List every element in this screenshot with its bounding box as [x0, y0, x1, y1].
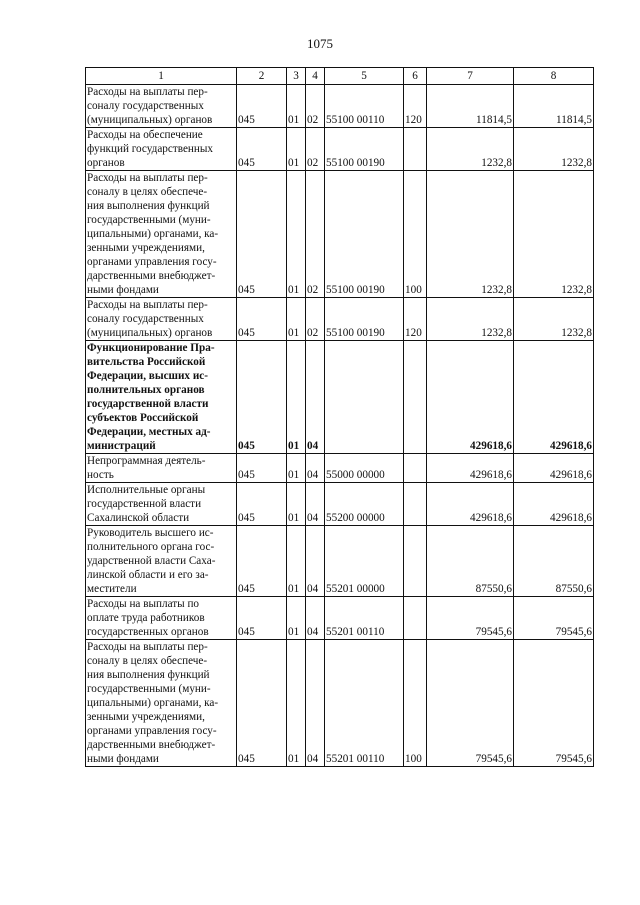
section-code: 01	[287, 483, 306, 526]
subsection-code: 04	[306, 341, 325, 454]
admin-code: 045	[237, 128, 287, 171]
header-row	[86, 68, 594, 85]
subsection-code: 04	[306, 454, 325, 483]
table-row	[86, 454, 594, 483]
section-code: 01	[287, 640, 306, 767]
expense-type-code	[404, 483, 427, 526]
row-name: Функционирование Пра- вительства Российской Федерации, высших ис- полнительных органов государственной власти субъектов Российской Федерации, местных ад- министраций	[86, 341, 237, 454]
table-row	[86, 128, 594, 171]
row-name: Расходы на выплаты по оплате труда работников государственных органов	[86, 597, 237, 640]
amount-total: 429618,6	[514, 341, 594, 454]
budget-table	[85, 67, 594, 767]
amount-plan: 1232,8	[427, 298, 514, 341]
amount-total: 429618,6	[514, 454, 594, 483]
row-name: Непрограммная деятель- ность	[86, 454, 237, 483]
header-cell: 5	[325, 68, 404, 85]
amount-total: 1232,8	[514, 128, 594, 171]
section-code: 01	[287, 597, 306, 640]
amount-total: 11814,5	[514, 85, 594, 128]
expense-type-code	[404, 341, 427, 454]
admin-code: 045	[237, 454, 287, 483]
amount-total: 79545,6	[514, 640, 594, 767]
amount-plan: 87550,6	[427, 526, 514, 597]
expense-type-code: 120	[404, 298, 427, 341]
section-code: 01	[287, 454, 306, 483]
subsection-code: 02	[306, 128, 325, 171]
amount-plan: 11814,5	[427, 85, 514, 128]
target-article-code	[325, 341, 404, 454]
header-cell: 4	[306, 68, 325, 85]
expense-type-code: 100	[404, 171, 427, 298]
subsection-code: 04	[306, 526, 325, 597]
amount-total: 1232,8	[514, 171, 594, 298]
amount-plan: 1232,8	[427, 171, 514, 298]
amount-plan: 79545,6	[427, 597, 514, 640]
amount-total: 429618,6	[514, 483, 594, 526]
table-row	[86, 298, 594, 341]
table-row	[86, 640, 594, 767]
target-article-code: 55100 00190	[325, 171, 404, 298]
admin-code: 045	[237, 640, 287, 767]
header-cell: 1	[86, 68, 237, 85]
amount-plan: 429618,6	[427, 454, 514, 483]
target-article-code: 55100 00190	[325, 298, 404, 341]
amount-plan: 429618,6	[427, 341, 514, 454]
admin-code: 045	[237, 298, 287, 341]
expense-type-code: 120	[404, 85, 427, 128]
row-name: Расходы на выплаты пер- соналу в целях обеспече- ния выполнения функций государственными (муни- ципальными) органами, ка- зенными учреждениями, органами управления госу- дарственными внебюджет- ными фондами	[86, 171, 237, 298]
subsection-code: 02	[306, 85, 325, 128]
table-row	[86, 341, 594, 454]
subsection-code: 04	[306, 483, 325, 526]
header-cell: 2	[237, 68, 287, 85]
table-row	[86, 526, 594, 597]
section-code: 01	[287, 526, 306, 597]
target-article-code: 55201 00000	[325, 526, 404, 597]
admin-code: 045	[237, 85, 287, 128]
amount-total: 79545,6	[514, 597, 594, 640]
page-number: 1075	[307, 36, 333, 51]
section-code: 01	[287, 128, 306, 171]
expense-type-code	[404, 128, 427, 171]
section-code: 01	[287, 298, 306, 341]
table-row	[86, 85, 594, 128]
target-article-code: 55100 00110	[325, 85, 404, 128]
admin-code: 045	[237, 526, 287, 597]
section-code: 01	[287, 85, 306, 128]
section-code: 01	[287, 171, 306, 298]
amount-plan: 79545,6	[427, 640, 514, 767]
expense-type-code: 100	[404, 640, 427, 767]
admin-code: 045	[237, 597, 287, 640]
header-cell: 7	[427, 68, 514, 85]
target-article-code: 55201 00110	[325, 640, 404, 767]
row-name: Расходы на выплаты пер- соналу в целях обеспече- ния выполнения функций государственными (муни- ципальными) органами, ка- зенными учреждениями, органами управления госу- дарственными внебюджет- ными фондами	[86, 640, 237, 767]
amount-plan: 1232,8	[427, 128, 514, 171]
row-name: Расходы на выплаты пер- соналу государственных (муниципальных) органов	[86, 85, 237, 128]
header-cell: 3	[287, 68, 306, 85]
expense-type-code	[404, 454, 427, 483]
expense-type-code	[404, 597, 427, 640]
table-row	[86, 483, 594, 526]
header-cell: 6	[404, 68, 427, 85]
target-article-code: 55000 00000	[325, 454, 404, 483]
admin-code: 045	[237, 171, 287, 298]
section-code: 01	[287, 341, 306, 454]
target-article-code: 55200 00000	[325, 483, 404, 526]
row-name: Расходы на обеспечение функций государственных органов	[86, 128, 237, 171]
admin-code: 045	[237, 341, 287, 454]
table-row	[86, 171, 594, 298]
amount-plan: 429618,6	[427, 483, 514, 526]
table-row	[86, 597, 594, 640]
header-cell: 8	[514, 68, 594, 85]
target-article-code: 55201 00110	[325, 597, 404, 640]
row-name: Расходы на выплаты пер- соналу государственных (муниципальных) органов	[86, 298, 237, 341]
row-name: Исполнительные органы государственной власти Сахалинской области	[86, 483, 237, 526]
amount-total: 1232,8	[514, 298, 594, 341]
subsection-code: 04	[306, 597, 325, 640]
target-article-code: 55100 00190	[325, 128, 404, 171]
subsection-code: 02	[306, 171, 325, 298]
expense-type-code	[404, 526, 427, 597]
row-name: Руководитель высшего ис- полнительного органа гос- ударственной власти Саха- линской области и его за- местители	[86, 526, 237, 597]
admin-code: 045	[237, 483, 287, 526]
amount-total: 87550,6	[514, 526, 594, 597]
subsection-code: 04	[306, 640, 325, 767]
subsection-code: 02	[306, 298, 325, 341]
